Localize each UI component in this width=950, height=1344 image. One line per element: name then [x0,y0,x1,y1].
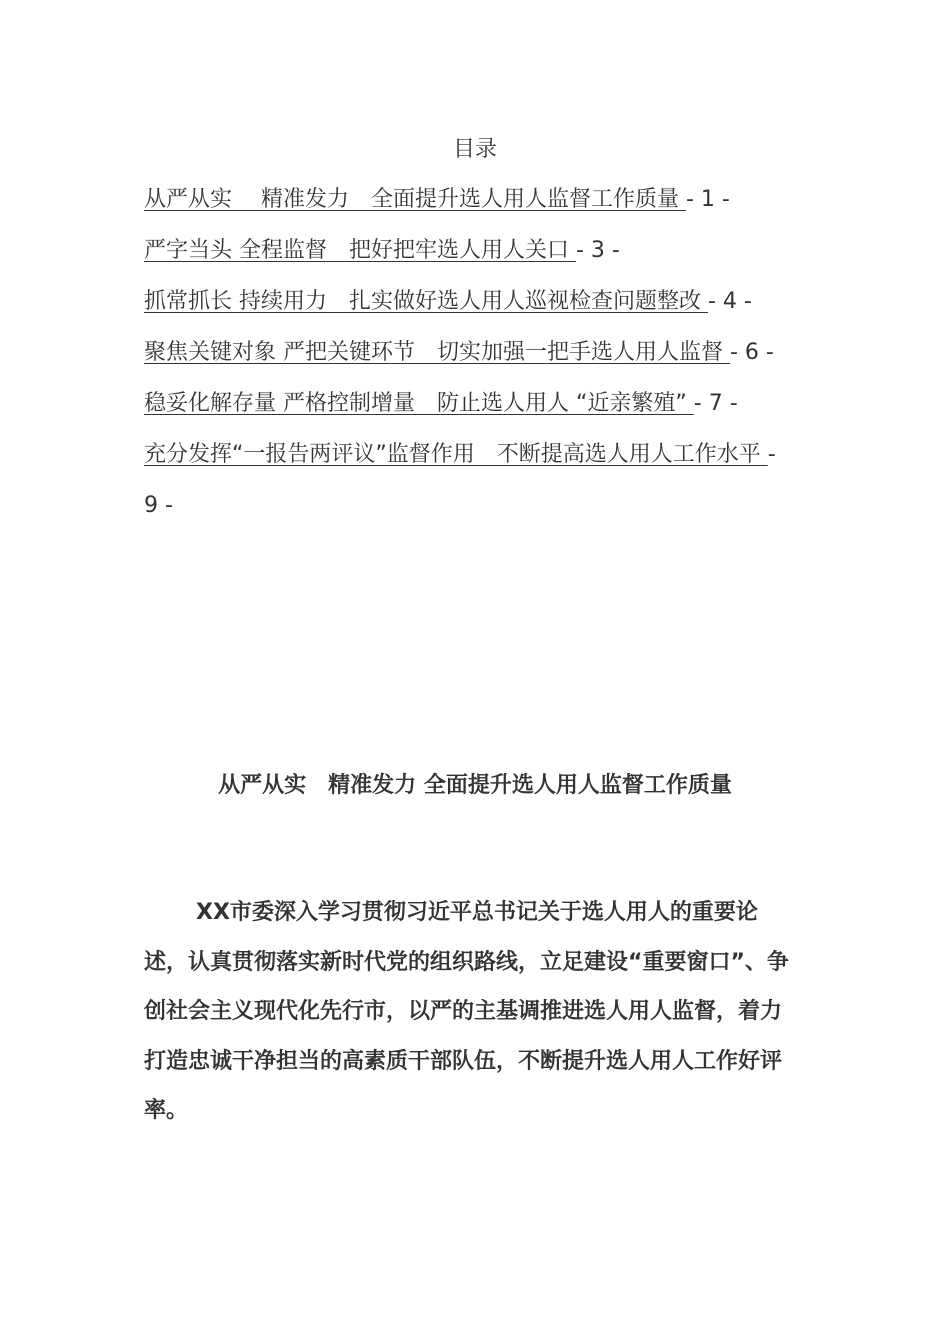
toc-page-number: - 9 - [144,442,776,518]
toc-page-number: - 4 - [708,289,752,314]
toc-entry [144,225,794,276]
toc-link-4[interactable]: 聚焦关键对象 严把关键环节 切实加强一把手选人用人监督 [144,340,730,365]
toc-page-number: - 7 - [693,391,738,416]
article-title: 从严从实 精准发力 全面提升选人用人监督工作质量 [218,773,732,798]
toc-entry [144,174,794,225]
toc-heading: 目录 [452,137,497,162]
toc-entry [144,429,794,531]
toc-entry [144,378,794,429]
toc-page-number: - 1 - [686,187,730,212]
toc-link-3[interactable]: 抓常抓长 持续用力 扎实做好选人用人巡视检查问题整改 [144,289,708,314]
toc-entry [144,327,794,378]
toc-page-number: - 6 - [730,340,774,365]
toc-page-number: - 3 - [576,238,620,263]
article-paragraph: XX市委深入学习贯彻习近平总书记关于选人用人的重要论述，认真贯彻落实新时代党的组织路线，立足建设“重要窗口”、争创社会主义现代化先行市，以严的主基调推进选人用人监督，着力打造忠诚干净担当的高素质干部队伍，不断提升选人用人工作好评率。 [144,900,789,1123]
toc-entry [144,276,794,327]
toc-link-2[interactable]: 严字当头 全程监督 把好把牢选人用人关口 [144,238,576,263]
toc-link-6[interactable]: 充分发挥“一报告两评议”监督作用 不断提高选人用人工作水平 [144,442,768,467]
table-of-contents [144,174,794,531]
toc-link-1[interactable]: 从严从实 精准发力 全面提升选人用人监督工作质量 [144,187,686,212]
toc-link-5[interactable]: 稳妥化解存量 严格控制增量 防止选人用人 “近亲繁殖” [144,391,694,416]
